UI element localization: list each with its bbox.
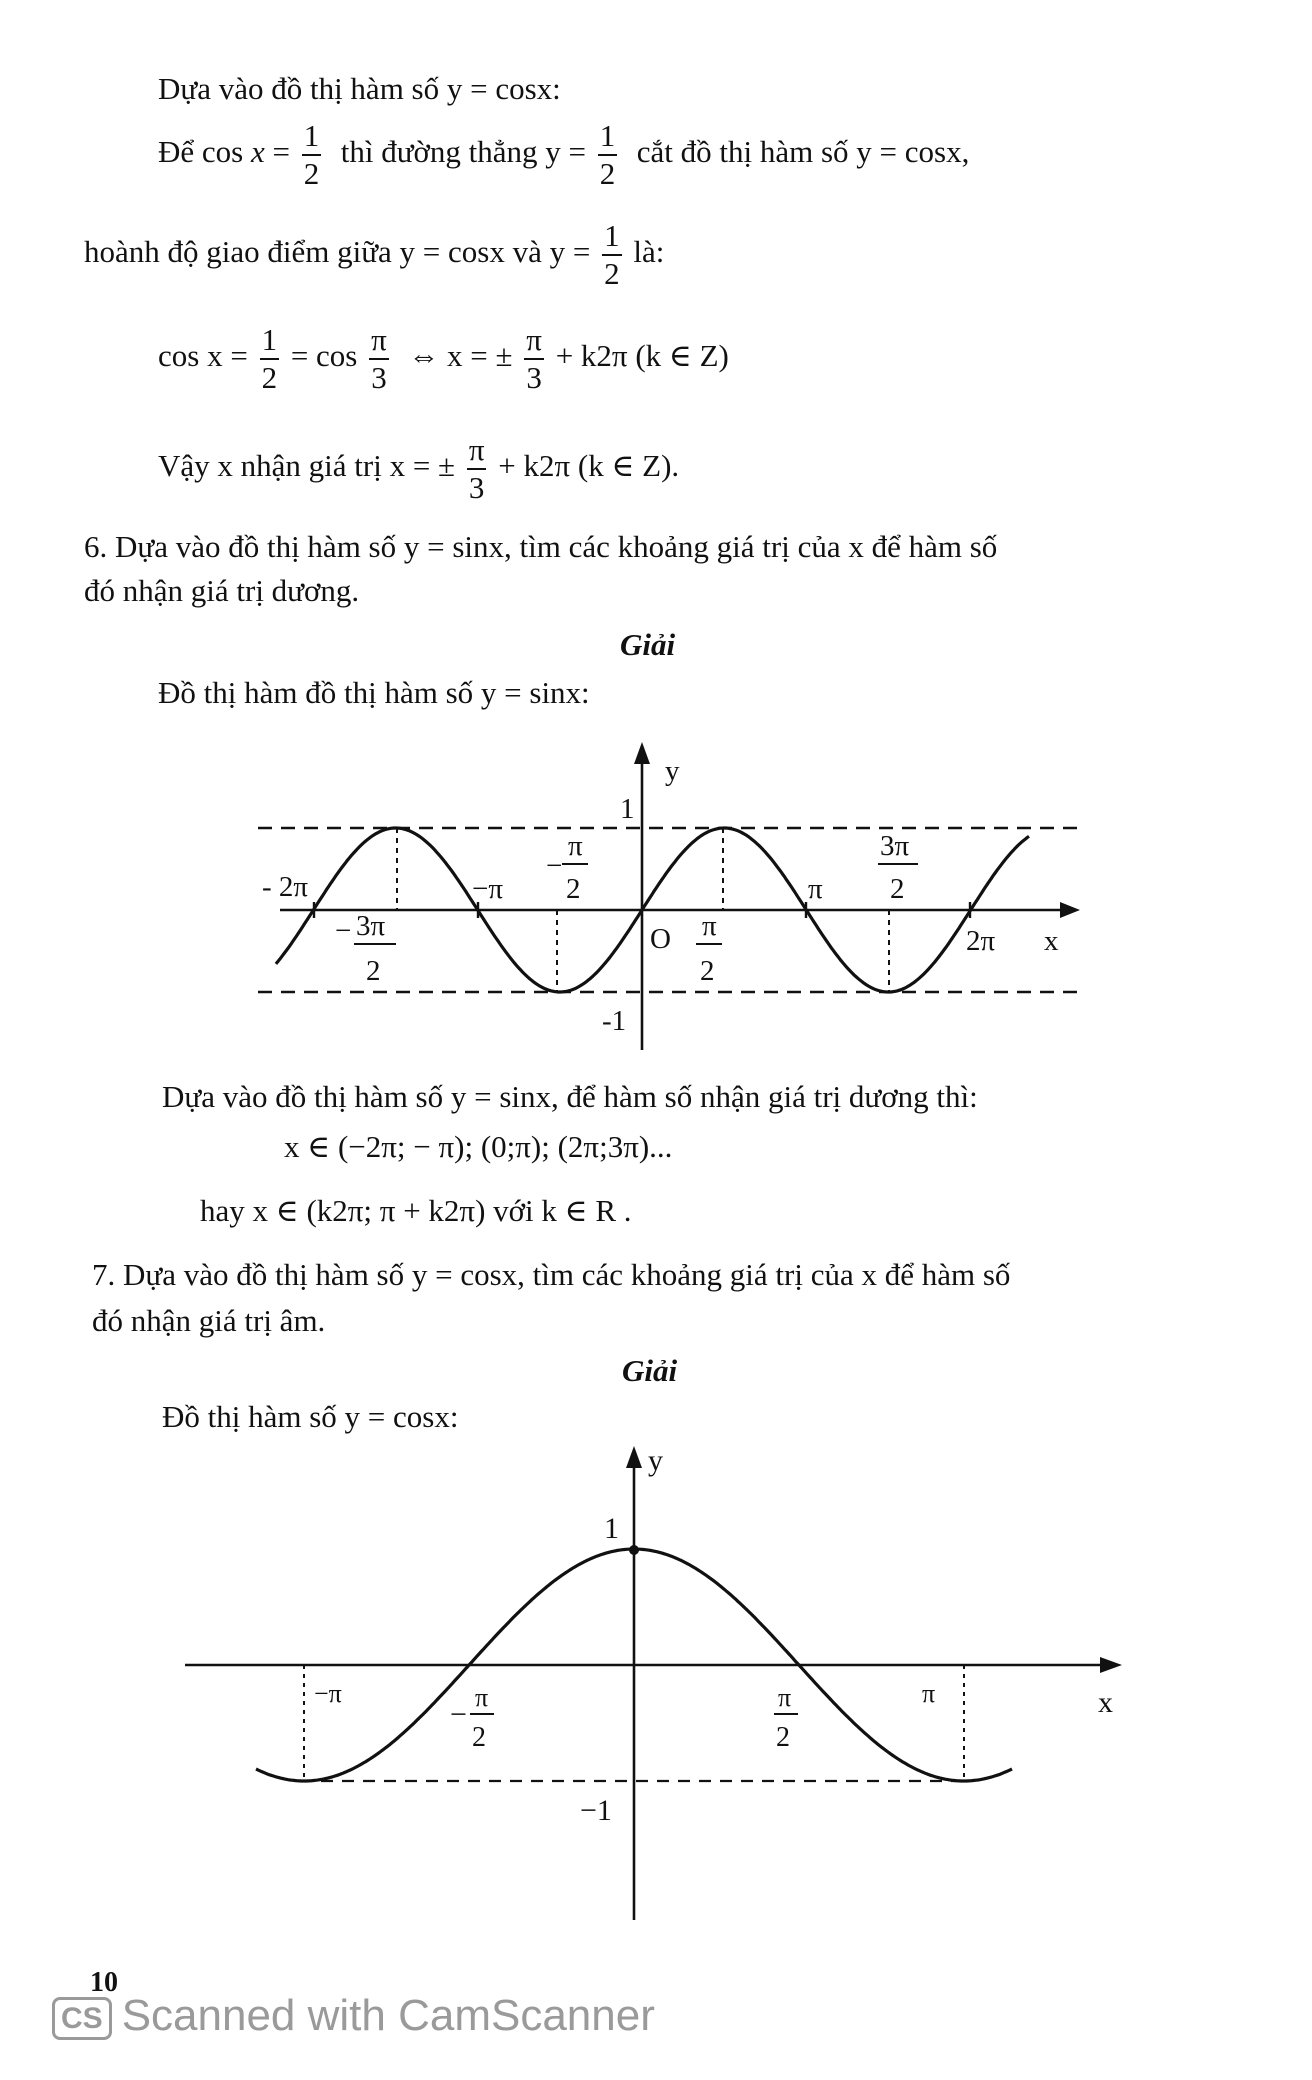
cos-x-label: x: [1098, 1686, 1113, 1719]
camscanner-logo-icon: CS: [52, 1997, 112, 2040]
tick-neg-pi: −π: [472, 873, 503, 905]
q6-line2: đó nhận giá trị dương.: [84, 573, 360, 608]
q7-heading: Giải: [622, 1353, 678, 1388]
tick-pi2-num: π: [702, 910, 717, 942]
tick-pi2-den: 2: [700, 955, 715, 987]
q6-heading: Giải: [620, 627, 676, 662]
tick-3pi2-den: 2: [890, 873, 905, 905]
q6-answer-3: hay x ∈ (k2π; π + k2π) với k ∈ R .: [200, 1193, 632, 1228]
tick-3pi2-num: 3π: [880, 830, 910, 862]
part5-equation: cos x = $\frac{1}{2}$ = cos $\frac{\pi}{3}$ ⇔ x = ± $\frac{\pi}{3}$ + k2π (k ∈ Z): [158, 322, 729, 395]
tick-neg-2pi: - 2π: [262, 871, 309, 903]
fraction-one-half: $\frac{1}{2}$: [599, 118, 616, 191]
watermark: CS Scanned with CamScanner: [52, 1992, 655, 2040]
sin-one-label: 1: [620, 793, 635, 825]
cos-tick-pi2-den: 2: [776, 1722, 790, 1753]
tick-neg-pi2-num: π: [568, 830, 583, 862]
page-number: 10: [90, 1967, 118, 1998]
part5-intro: Dựa vào đồ thị hàm số y = cosx:: [158, 71, 561, 106]
tick-neg-pi2-sign: −: [546, 850, 563, 882]
cos-y-label: y: [648, 1444, 663, 1477]
tick-neg-3pi2-den: 2: [366, 955, 381, 987]
cos-tick-pi: π: [922, 1679, 936, 1708]
q6-answer-1: Dựa vào đồ thị hàm số y = sinx, để hàm số nhận giá trị dương thì:: [162, 1079, 978, 1114]
cos-tick-neg-pi: −π: [314, 1679, 342, 1708]
part5-line1: Để cos x = $\frac{1}{2}$ thì đường thẳng y = $\frac{1}{2}$ cắt đồ thị hàm số y = cosx,: [158, 118, 970, 191]
cos-tick-neg-pi2-num: π: [475, 1683, 489, 1712]
sin-minus-one-label: -1: [602, 1005, 627, 1037]
origin-label: O: [650, 923, 671, 955]
q6-answer-2: x ∈ (−2π; − π); (0;π); (2π;3π)...: [284, 1129, 673, 1164]
cos-one-label: 1: [604, 1512, 619, 1545]
tick-2pi: 2π: [966, 925, 996, 957]
q7-line2: đó nhận giá trị âm.: [92, 1303, 326, 1338]
cos-tick-neg-pi2-sign: −: [450, 1698, 467, 1731]
cos-tick-neg-pi2-den: 2: [472, 1722, 486, 1753]
tick-neg-pi2-den: 2: [566, 873, 581, 905]
q6-line1: 6. Dựa vào đồ thị hàm số y = sinx, tìm các khoảng giá trị của x để hàm số: [84, 529, 998, 564]
fraction-one-half: $\frac{1}{2}$: [303, 118, 320, 191]
part5-line2: hoành độ giao điểm giữa y = cosx và y = $\frac{1}{2}$ là:: [84, 218, 665, 291]
cos-minus-one-label: −1: [580, 1794, 612, 1827]
sin-x-label: x: [1044, 925, 1059, 957]
tick-neg-3pi2-sign: −: [335, 915, 352, 947]
y-axis-arrow-icon: [626, 1446, 642, 1468]
q6-graph-title: Đồ thị hàm đồ thị hàm số y = sinx:: [158, 675, 590, 710]
q7-graph-title: Đồ thị hàm số y = cosx:: [162, 1399, 459, 1434]
tick-pi: π: [808, 873, 823, 905]
sin-y-label: y: [665, 755, 680, 787]
fraction-one-half: $\frac{1}{2}$: [604, 218, 620, 291]
cos-tick-pi2-num: π: [778, 1683, 792, 1712]
part5-conclusion: Vậy x nhận giá trị x = ± $\frac{\pi}{3}$ + k2π (k ∈ Z).: [158, 432, 680, 505]
x-axis-arrow-icon: [1100, 1657, 1122, 1673]
q7-line1: 7. Dựa vào đồ thị hàm số y = cosx, tìm các khoảng giá trị của x để hàm số: [92, 1257, 1011, 1292]
tick-neg-3pi2-num: 3π: [356, 910, 386, 942]
